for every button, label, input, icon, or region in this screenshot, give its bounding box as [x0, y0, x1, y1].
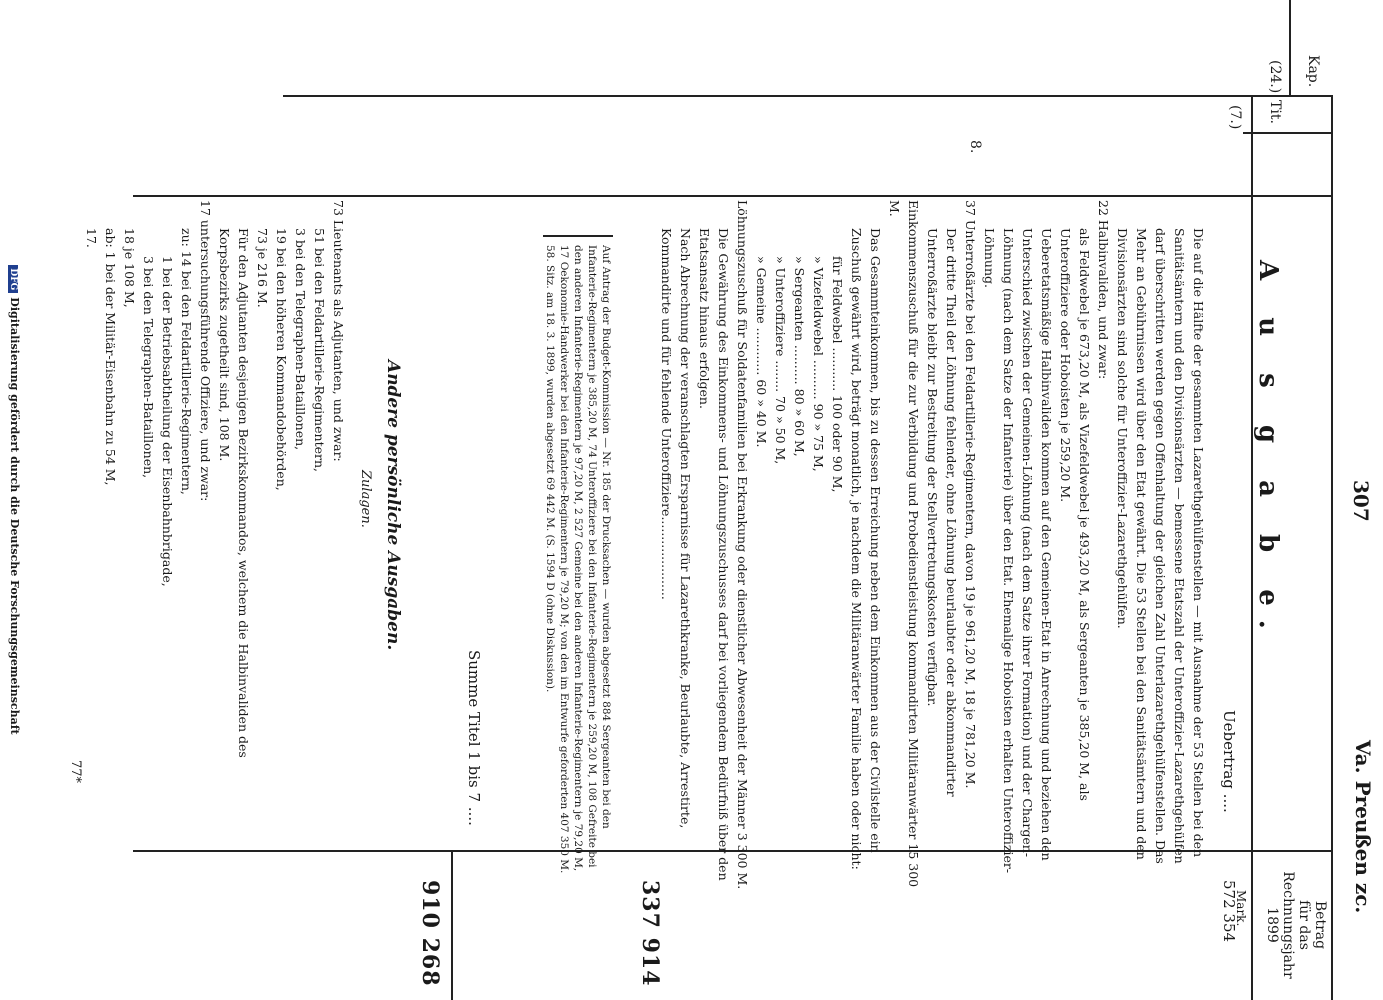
paragraph: ab: 1 bei der Militär-Eisenbahn zu 54 M,	[103, 228, 118, 486]
summe-label: Summe Titel 1 bis 7 ....	[465, 650, 483, 826]
dfg-logo-icon: DFG	[8, 265, 18, 293]
paragraph: Ueberetatsmäßige Halbinvaliden kommen auf den Gemeinen-Etat in Anrechnung und beziehen den Unterschied zwischen der Gemeinen-Löhnung (nach dem Satze ihrer Formation) und der Chargen-Löhnung (nach dem Satze der Infanterie) über den Etat. Ehemalige Hoboisten erhalten Unteroffizier-Löhnung.	[982, 228, 1054, 874]
tit-8: 8.	[967, 140, 983, 154]
paragraph: Das Gesammteinkommen, bis zu dessen Erreichung neben dem Einkommen aus der Civilstelle ein Zuschuß gewährt wird, beträgt monatlich, je nachdem die Militäranwärter Familie haben oder nicht:	[849, 228, 883, 870]
paragraph: Nach Abrechnung der veranschlagten Ersparnisse für Lazarethkranke, Beurlaubte, Arrestirte, Kommandirte und für fehlende Unteroffiziere.....................	[659, 228, 693, 829]
rate-row	[752, 256, 771, 890]
paragraph: zu: 14 bei den Feldartillerie-Regimentern,	[179, 228, 194, 495]
top-rule	[1331, 95, 1333, 1000]
page-mark: 77*	[68, 760, 83, 784]
uebertrag-label: Uebertrag ....	[1220, 710, 1238, 813]
budget-note: Auf Antrag der Budget-Kommission — Nr. 185 der Drucksachen — wurden abgesetzt 884 Sergeanten bei den Infanterie-Regimentern je 385,20 M, 74 Unteroffiziere bei den Infanterie-Regimentern je 259,20 M, 108 Gefreite bei den anderen Infanterie-Regimentern je 97,20 M, 2 527 Gemeine bei den anderen Infanterie-Regimentern je 79,20 M, 17 Oekonomie-Handwerker bei den Infanterie-Regimentern je 79,20 M; von den im Entwurfe geforderten 407 350 M. 58. Sitz. am 18. 3. 1899, wurden abgesetzt 69 442 M. (S. 1594 D (ohne Diskussion).	[543, 235, 613, 885]
betrag-label-3: Rechnungsjahr	[1280, 871, 1296, 979]
betrag-year: 1899	[1264, 907, 1280, 943]
paragraph: als Feldwebel je 673,20 M, als Vizefeldwebel je 493,20 M, als Sergeanten je 385,20 M, als Unteroffiziere oder Hoboisten je 259,20 M.	[1058, 228, 1092, 801]
rate-value: 80 » 60 M,	[792, 388, 807, 457]
rate-label: » Sergeanten ..........	[792, 256, 807, 385]
betrag-header	[1264, 860, 1328, 990]
rate-row	[809, 256, 828, 890]
paragraph: Für den Adjutanten desjenigen Bezirkskommandos, welchem die Halbinvaliden des Korpsbezirks zugetheilt sind, 108 M.	[217, 228, 251, 758]
text-column-rule	[133, 195, 1333, 197]
digitization-credit	[8, 0, 21, 1000]
rate-row	[828, 256, 847, 890]
paragraph: 17.	[84, 228, 99, 248]
rate-label: für Feldwebel ...........	[830, 256, 845, 392]
rate-value: 60 » 40 M.	[754, 379, 769, 448]
running-head: Va. Preußen zc.	[1351, 740, 1375, 914]
kap-header: Kap.	[1305, 55, 1321, 88]
section-heading-2: Andere persönliche Ausgaben.	[383, 360, 403, 651]
zulagen-text	[82, 200, 348, 840]
tit-value: (7.)	[1227, 105, 1243, 130]
betrag-label: Betrag	[1312, 900, 1328, 950]
paragraph: Die Gewährung des Einkommens- und Löhnungszuschusses darf bei vorliegendem Bedürfniß über den Etatsansatz hinaus erfolgen.	[697, 228, 731, 881]
body-text	[657, 200, 1208, 890]
tit-column-rule	[1243, 132, 1333, 134]
paragraph: 3 bei den Telegraphen-Bataillonen,	[293, 228, 308, 451]
zulagen-heading: Zulagen.	[358, 470, 373, 528]
paragraph: Löhnungszuschuß für Soldatenfamilien bei Erkrankung oder dienstlicher Abwesenheit der Männer 3 300 M.	[735, 200, 750, 890]
kap-value: (24.)	[1267, 60, 1283, 94]
paragraph: 37 Unterroßärzte bei den Feldartillerie-Regimentern, davon 19 je 961,20 M, 18 je 781,20 M.	[963, 200, 978, 789]
rate-value: 90 » 75 M,	[811, 403, 826, 472]
section-title: A u s g a b e.	[1253, 260, 1283, 643]
paragraph: 73 Lieutenants als Adjutanten, und zwar:	[331, 200, 346, 462]
credit-text: Digitalisierung gefördert durch die Deutsche Forschungsgemeinschaft	[8, 297, 21, 735]
uebertrag-value: 572 354	[1220, 880, 1238, 943]
rate-row	[771, 256, 790, 890]
paragraph: 3 bei den Telegraphen-Bataillonen,	[141, 256, 156, 479]
page-number: 307	[1349, 480, 1373, 522]
kap-rule	[1289, 0, 1291, 95]
rate-label: » Vizefeldwebel ..........	[811, 256, 826, 400]
paragraph: Die auf die Hälfte der gesammten Lazarethgehülfenstellen — mit Ausnahme der 53 Stellen bei den Sanitätsämtern und den Divisionsärzten — bemessene Etatszahl der Unteroffizier-Lazarethgehülfen darf überschritten werden gegen Offenhaltung der gleichen Zahl Unterlazarethgehülfenstellen. Das Mehr an Gebührnissen wird über den Etat gewährt. Die 53 Stellen bei den Sanitätsämtern und den Divisionsärzten sind solche für Unteroffizier-Lazarethgehülfen.	[1115, 228, 1206, 864]
rate-label: » Gemeine ............	[754, 256, 769, 376]
paragraph: Der dritte Theil der Löhnung fehlender, ohne Löhnung beurlaubter oder abkommandirter Unterroßärzte bleibt zur Bestreitung der Stellvertretungskosten verfügbar.	[925, 228, 959, 797]
paragraph: Einkommenszuschuß für die zur Verbildung und Probedienstleistung kommandirten Militäranwärter 15 300 M.	[887, 200, 921, 888]
rate-value: 100 oder 90 M,	[830, 395, 845, 493]
betrag-label-2: für das	[1296, 900, 1312, 950]
paragraph: 51 bei den Feldartillerie-Regimentern,	[312, 228, 327, 473]
tit-header: Tit.	[1267, 100, 1283, 124]
summe-rule	[451, 850, 453, 1000]
paragraph: 19 bei den höheren Kommandobehörden,	[274, 228, 289, 491]
rates-list	[752, 200, 847, 890]
rate-label: » Unteroffiziere ........	[773, 256, 788, 393]
rate-row	[790, 256, 809, 890]
paragraph: 17 untersuchungsführende Offiziere, und zwar:	[198, 200, 213, 502]
subtotal-value: 337 914	[637, 880, 663, 987]
paragraph: 22 Halbinvaliden, und zwar:	[1096, 200, 1111, 380]
paragraph: 18 je 108 M,	[122, 228, 137, 308]
paragraph: 1 bei der Betriebsabtheilung der Eisenbahnbrigade,	[160, 256, 175, 587]
summe-value: 910 268	[417, 880, 443, 987]
unit-label: Mark.	[1234, 890, 1248, 927]
rate-value: 70 » 50 M,	[773, 396, 788, 465]
left-column-rule	[283, 95, 1333, 97]
paragraph: 73 je 216 M.	[255, 228, 270, 308]
